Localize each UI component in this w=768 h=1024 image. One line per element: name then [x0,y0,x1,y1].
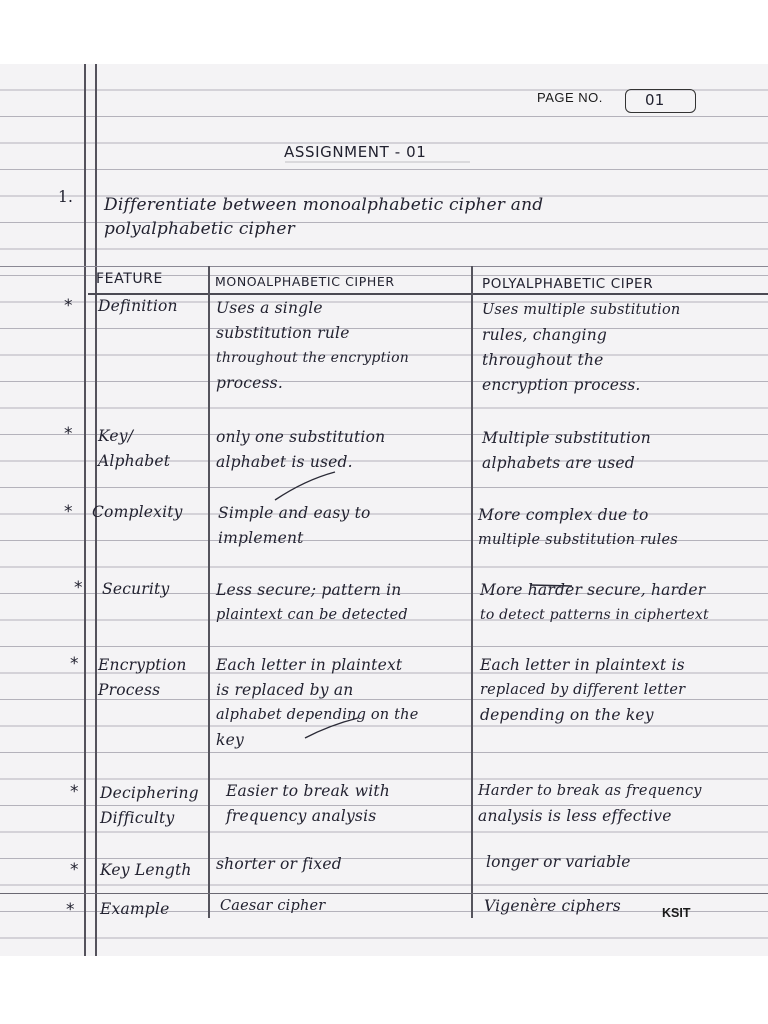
feature-label: Alphabet [98,452,171,470]
page-no-label: PAGE NO. [537,90,603,105]
cell-line: key [216,731,244,749]
mono-deciphering-difficulty [226,779,390,829]
cell-line: throughout the [482,351,604,369]
page-no-value: 01 [645,91,665,109]
row-bullet: * [70,654,79,674]
question-line: Differentiate between monoalphabetic cipher and [104,195,544,215]
feature-label: Process [98,681,161,699]
header-monoalphabetic: MONOALPHABETIC CIPHER [215,274,395,289]
cell-line: alphabet depending on the [216,707,419,723]
poly-definition [482,298,680,398]
column-divider-2 [471,266,473,918]
feature-label: Encryption [98,656,187,674]
mono-security [216,578,408,628]
header-polyalphabetic: POLYALPHABETIC CIPER [482,276,654,292]
feature-complexity [92,500,183,525]
margin-line-left [84,64,86,956]
feature-key-alphabet [98,424,170,474]
cell-line: More complex due to [478,506,649,524]
feature-label: Key Length [100,861,192,879]
cell-line: Simple and easy to [218,504,371,522]
feature-label: Difficulty [100,809,175,827]
question-text [104,193,543,241]
feature-example [100,897,169,922]
table-bottom-rule [0,893,768,894]
poly-security [480,578,709,628]
cell-line: Caesar cipher [220,898,326,914]
feature-definition [98,294,178,319]
poly-complexity [478,503,678,553]
feature-label: Example [100,900,170,918]
poly-key-length [486,850,631,875]
cell-line: Each letter in plaintext [216,656,403,674]
cell-line: More harder secure, harder [480,581,706,599]
cell-line: substitution rule [216,324,350,342]
mono-definition [216,296,409,396]
feature-label: Complexity [92,503,183,521]
feature-label: Deciphering [100,784,199,802]
cell-line: Uses multiple substitution [482,302,681,318]
cell-line: Less secure; pattern in [216,581,402,599]
cell-line: Multiple substitution [482,429,651,447]
mono-example [220,894,325,919]
cell-line: only one substitution [216,428,386,446]
cell-line: to detect patterns in ciphertext [480,607,709,623]
poly-deciphering-difficulty [478,779,702,829]
cell-line: Vigenère ciphers [484,897,621,915]
cell-line: depending on the key [480,706,654,724]
poly-key-alphabet [482,426,651,476]
cell-line: plaintext can be detected [216,607,408,623]
cell-line: alphabets are used [482,454,635,472]
cell-line: Harder to break as frequency [478,783,702,799]
cell-line: longer or variable [486,853,631,871]
table-top-rule [0,266,768,267]
cell-line: rules, changing [482,326,608,344]
cell-line: multiple substitution rules [478,532,678,548]
feature-label: Definition [98,297,178,315]
cell-line: process. [216,374,283,392]
cell-line: throughout the encryption [216,350,409,366]
cell-line: Uses a single [216,299,323,317]
column-divider-1 [208,266,210,918]
cell-line: replaced by different letter [480,682,686,698]
mono-key-length [216,852,342,877]
poly-example [484,894,621,919]
cell-line: Easier to break with [226,782,390,800]
cell-line: implement [218,529,304,547]
cell-line: encryption process. [482,376,641,394]
header-feature: FEATURE [96,271,163,287]
mono-encryption-process [216,653,419,753]
row-bullet: * [64,296,73,316]
feature-deciphering-difficulty [100,781,199,831]
row-bullet: * [64,502,73,522]
feature-key-length [100,858,192,883]
row-bullet: * [70,782,79,802]
cell-line: analysis is less effective [478,807,672,825]
feature-encryption-process [98,653,187,703]
cell-line: is replaced by an [216,681,354,699]
mono-complexity [218,501,371,551]
row-bullet: * [74,578,83,598]
poly-encryption-process [480,653,685,728]
cell-line: alphabet is used. [216,453,353,471]
feature-label: Key/ [98,427,134,445]
feature-security [102,577,169,602]
cell-line: frequency analysis [226,807,377,825]
table-header-rule [88,293,768,295]
row-bullet: * [70,860,79,880]
page-title: ASSIGNMENT - 01 [284,143,427,161]
feature-label: Security [102,580,170,598]
cell-line: shorter or fixed [216,855,342,873]
row-bullet: * [64,424,73,444]
cell-line: Each letter in plaintext is [480,656,685,674]
row-bullet: * [66,900,75,920]
question-number: 1. [58,188,74,206]
question-line: polyalphabetic cipher [104,219,296,239]
brand-mark: KSIT [662,906,691,920]
mono-key-alphabet [216,425,385,475]
